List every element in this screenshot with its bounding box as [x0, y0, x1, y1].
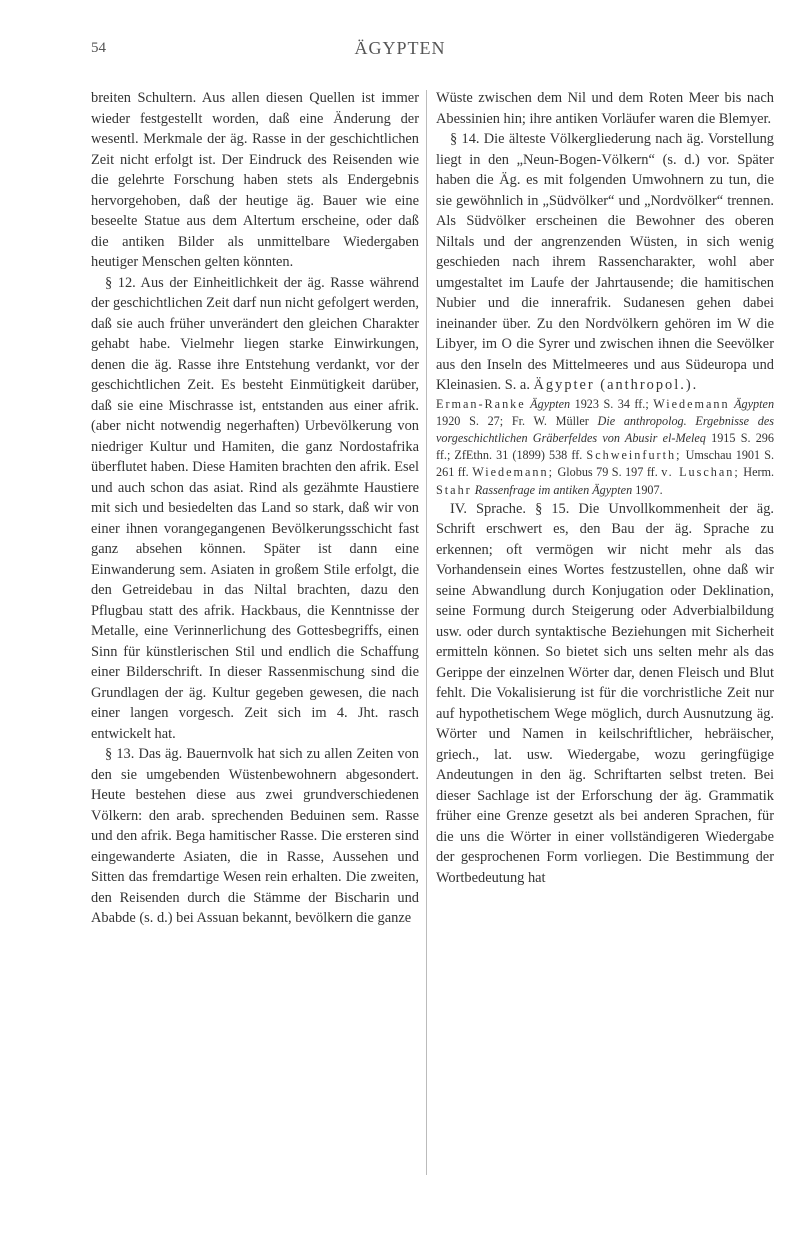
ref-author: Schweinfurth;: [586, 448, 682, 463]
ref-detail: Umschau 1901 S. 261 ff.: [436, 448, 775, 480]
paragraph-wueste: Wüste zwischen dem Nil und dem Roten Meer bis nach Abessinien hin; ihre antiken Vorläufer waren die Blemyer.: [436, 90, 774, 127]
column-divider: [426, 90, 427, 1175]
ref-detail: 1915 S. 296 ff.; ZfEthn. 31 (1899) 538 ff.: [436, 430, 774, 463]
ref-author: Wiedemann;: [472, 465, 554, 480]
bibliography: [436, 396, 774, 499]
ref-detail: 1907.: [635, 482, 663, 497]
ref-author: Erman-Ranke: [436, 396, 526, 411]
cross-reference-link[interactable]: Ägypter (anthropol.).: [533, 377, 699, 393]
ref-title: Ägypten: [530, 396, 571, 411]
paragraph-section-15: IV. Sprache. § 15. Die Unvollkommenheit der äg. Schrift erschwert es, den Bau der äg. Sprache zu erkennen; oft vermögen wir nicht mehr als das Vorhandensein eines Wortes festzustellen, ohne daß wir seine Abwandlung durch Konjugation oder Deklination, seine Formung durch Steigerung oder Adverbialbildung usw. oder durch syntaktische Beziehungen mit Sicherheit ermitteln können. So bietet sich uns selten mehr als das Gerippe der einzelnen Wörter dar, denen Fleisch und Blut fehlt. Die Vokalisierung ist für die vorchristliche Zeit nur auf hypothetischem Wege möglich, durch Ausnutzung äg. Wörter und Namen in keilschriftlicher, hebräischer, griech., lat. usw. Wiedergabe, wozu geringfügige Andeutungen in den äg. Schriftarten selbst treten. Bei dieser Sachlage ist der Erforschung der äg. Grammatik früher eine Grenze gesetzt als bei anderen Sprachen, für die uns die Wörter in einer vollständigeren Wiedergabe der gesprochenen Form vorliegen. Die Bestimmung der Wortbedeutung hat: [436, 500, 774, 886]
ref-author-first: Herm.: [743, 465, 775, 480]
ref-author: v. Luschan;: [661, 465, 740, 480]
ref-title: Rassenfrage im antiken Ägypten: [474, 482, 633, 497]
ref-detail: Globus 79 S. 197 ff.: [557, 465, 658, 480]
paragraph-section-14: [436, 129, 774, 396]
paragraph-section-12: § 12. Aus der Einheitlichkeit der äg. Rasse während der geschichtlichen Zeit darf nun nicht gefolgert werden, daß sie auch früher unverändert den gleichen Charakter gehabt habe. Vielmehr liegen starke Einwirkungen, denen die äg. Rasse ihre Entstehung verdankt, vor der geschichtlichen Zeit. Es besteht Einmütigkeit darüber, daß sie eine Mischrasse ist, entstanden aus einer afrik. (aber nicht notwendig negerhaften) Urbevölkerung von niedriger Kultur und Hamiten, die ganz Nordostafrika überflutet haben. Diese Hamiten brachten den afrik. Esel und auch schon das asiat. Rind als gezähmte Haustiere mit sich und besiedelten das Land so stark, daß wir von einer ihnen vorangegangenen Bevölkerungsschicht fast ganz absehen können. Später ist dann eine Einwanderung sem. Asiaten in großem Stile erfolgt, die den Getreidebau in das Niltal brachten, dazu den Pflugbau statt des afrik. Hackbaus, die Kenntnisse der Metalle, eine Verinnerlichung des Gottesbegriffs, einen Sinn für künstlerischen Stil und endlich die Schaffung einer Bilderschrift. In dieser Rassenmischung sind die Grundlagen der äg. Kultur gegeben gewesen, die nach einer langen vorgesch. Zeit sich im 4. Jht. rasch entwickelt hat.: [91, 274, 419, 742]
paragraph-schultern: breiten Schultern. Aus allen diesen Quellen ist immer wieder festgestellt worden, daß eine Änderung der wesentl. Merkmale der äg. Rasse in der geschichtlichen Zeit nicht erfolgt ist. Der Eindruck des Reisenden wie die gelehrte Forschung haben stets als Endergebnis hervorgehoben, daß der heutige äg. Bauer wie eine beseelte Statue aus dem Altertum erscheine, oder daß die antiken Bilder als unmittelbare Wiedergaben heutiger Menschen gelten könnten.: [91, 90, 419, 270]
running-title: ÄGYPTEN: [354, 38, 446, 58]
ref-title: Die anthropolog. Ergebnisse des vorgeschichtlichen Gräberfeldes von Abusir el-Meleq: [436, 413, 775, 445]
section-14-text: § 14. Die älteste Völkergliederung nach äg. Vorstellung liegt in den „Neun-Bogen-Völkern“ (s. d.) vor. Später haben die Äg. es mit folgenden Umwohnern zu tun, die sie gewöhnlich in „Südvölker“ und „Nordvölker“ trennen. Als Südvölker erscheinen die Bewohner des oberen Niltals und der angrenzenden Wüsten, in sich wenig geschieden nach ihrem Rassencharakter, wohl aber umgestaltet im Laufe der Jahrtausende; die hamitischen Nubier und die innerafrik. Sudanesen gehen dabei ineinander über. Zu den Nordvölkern gehören im W die Libyer, im O die Syrer und zwischen ihnen die Seevölker aus den Inseln des Mittelmeeres und aus Südeuropa und Kleinasien. S. a.: [436, 131, 774, 393]
ref-author: Stahr: [436, 482, 472, 497]
ref-author: Wiedemann: [653, 396, 730, 411]
ref-author: Fr. W. Müller: [511, 413, 589, 428]
ref-detail: 1923 S. 34 ff.;: [574, 396, 649, 411]
left-column: [91, 88, 419, 929]
right-column: [436, 88, 774, 888]
ref-title: Ägypten: [734, 396, 775, 411]
paragraph-section-13: § 13. Das äg. Bauernvolk hat sich zu allen Zeiten von den sie umgebenden Wüstenbewohnern abgesondert. Heute bestehen diese aus zwei grundverschiedenen Völkern: den arab. sprechenden Beduinen sem. Rasse und den afrik. Bega hamitischer Rasse. Die ersteren sind eingewanderte Asiaten, die in Rasse, Aussehen und Sitten das fremdartige Wesen rein erhalten. Die zweiten, den Reisenden durch die Stämme der Bischarin und Ababde (s. d.) bei Assuan bekannt, bevölkern die ganze: [91, 746, 419, 926]
ref-detail: 1920 S. 27;: [436, 413, 504, 428]
page-number: 54: [91, 40, 106, 56]
